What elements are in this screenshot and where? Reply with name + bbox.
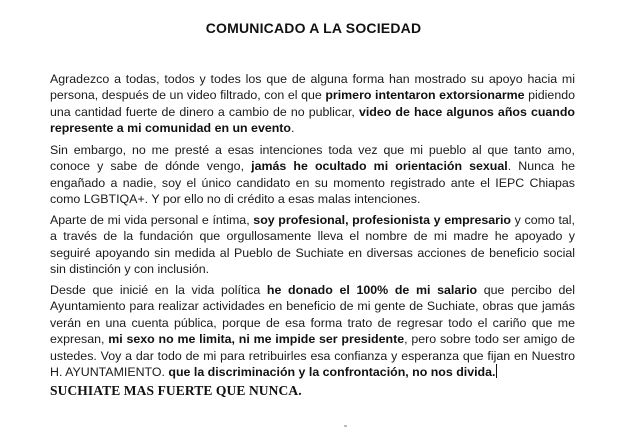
document-title: COMUNICADO A LA SOCIEDAD — [205, 20, 422, 36]
paragraph-text: Agradezco a todas, todos y todes los que de alguna forma han mostrado su apoyo hacia mi persona, después de un video filtrado, con el que — [50, 72, 575, 103]
paragraph-text: y como tal, a través de la fundación que orgullosamente lleva el nombre de mi madre he apoyado y seguiré apoyando sin medida al Pueblo de Suchiate en diversas acciones de beneficio social sin distinción y con inclusión. — [50, 213, 575, 277]
bold-text: he donado el 100% de mi salario — [266, 283, 478, 297]
paragraph-text: Sin embargo, no me presté a esas intenciones toda vez que mi pueblo al que tanto amo, conoce y sabe de dónde vengo, — [50, 143, 575, 174]
paragraph-text: que percibo del Ayuntamiento para realizar actividades en beneficio de mi gente de Suchiate, obras que jamás verán en una cuenta pública, porque de esa forma trato de regresar todo el cariño que me expresan, — [50, 283, 575, 347]
paragraph-text: pidiendo una cantidad fuerte de dinero a cambio de no publicar, — [50, 88, 576, 119]
paragraph-text: Desde que inicié en la vida política — [50, 283, 267, 297]
paragraph-professional — [50, 212, 575, 278]
closing-slogan: SUCHIATE MAS FUERTE QUE NUNCA. — [50, 383, 302, 398]
bold-text: jamás he ocultado mi orientación sexual — [251, 159, 508, 174]
bold-text: mi sexo no me limita, ni me impide ser presidente — [108, 332, 405, 347]
paragraph-salary — [50, 282, 575, 380]
paragraph-orientation — [50, 142, 575, 208]
paragraph-text: . Nunca he engañado a nadie, soy el único candidato en su momento registrado ante el IEPC Chiapas como LGBTIQA+. Y por ello no di crédito a esas malas intenciones. — [50, 159, 575, 207]
bold-text: primero intentaron extorsionarme — [325, 88, 525, 103]
paragraph-text: Aparte de mi vida personal e íntima, — [50, 213, 254, 227]
bold-text: soy profesional, profesionista y empresario — [253, 213, 511, 227]
page-speck — [344, 425, 347, 427]
bold-text: que la discriminación y la confrontación, no nos divida. — [168, 365, 496, 380]
paragraph-text: . — [291, 121, 295, 136]
text-cursor[interactable] — [496, 364, 497, 378]
paragraph-text: , pero sobre todo ser amigo de ustedes. Voy a dar todo de mi para retribuirles esa confianza y esperanza que fijan en Nuestro H. AYUNTAMIENTO. — [50, 332, 576, 380]
bold-text: video de hace algunos años cuando represente a mi comunidad en un evento — [50, 104, 575, 136]
paragraph-thanks — [50, 71, 575, 137]
